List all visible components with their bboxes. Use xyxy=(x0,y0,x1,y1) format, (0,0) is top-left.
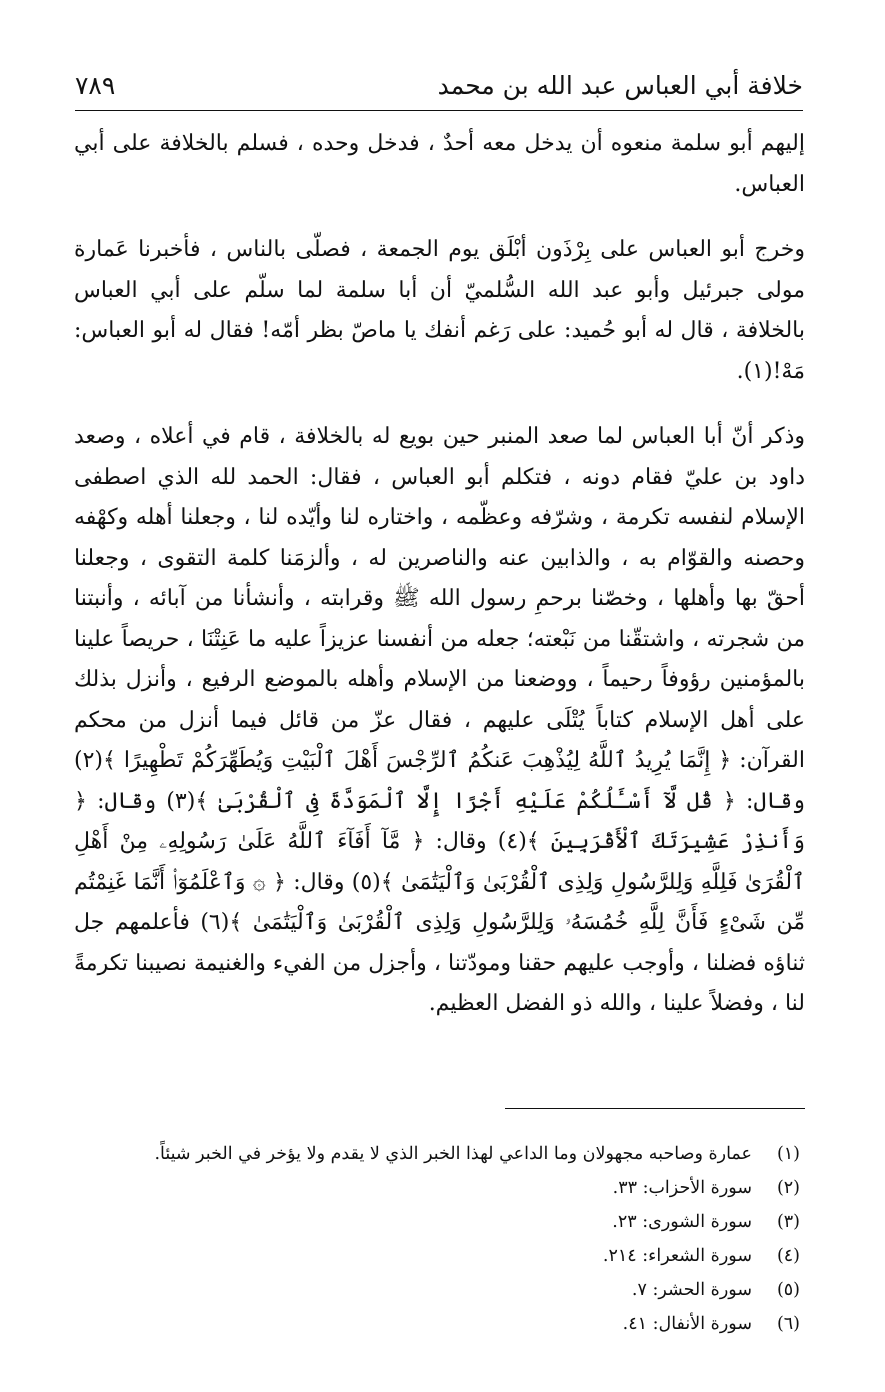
footnote-text: سورة الأحزاب: ٣٣. xyxy=(612,1178,752,1198)
footnote xyxy=(74,1273,800,1307)
footnote-text: سورة الشورى: ٢٣. xyxy=(612,1212,752,1232)
page-number: ٧٨٩ xyxy=(75,71,116,100)
footnote-divider xyxy=(505,1108,805,1109)
footnote xyxy=(74,1307,800,1341)
footnote-number: (١) xyxy=(776,1144,800,1164)
paragraph: وخرج أبو العباس على بِرْذَون أبْلَق يوم الجمعة ، فصلّى بالناس ، فأخبرنا عَمارة مولى جبرئيل وأبو عبد الله السُّلميّ أن أبا سلمة لما سلّم على أبي العباس بالخلافة ، قال له أبو حُميد: على رَغم أنفك يا ماصّ بظر أمّه! فقال له أبو العباس: مَهْ!(١). xyxy=(74,237,805,384)
footnote-number: (٤) xyxy=(776,1246,800,1266)
page-header xyxy=(75,62,803,111)
footnote-text: سورة الأنفال: ٤١. xyxy=(622,1314,752,1334)
footnote-number: (٥) xyxy=(776,1280,800,1300)
main-text xyxy=(74,124,805,1025)
footnote xyxy=(74,1137,800,1171)
footnote-text: عمارة وصاحبه مجهولان وما الداعي لهذا الخبر الذي لا يقدم ولا يؤخر في الخبر شيئاً. xyxy=(154,1144,752,1164)
footnotes xyxy=(74,1137,800,1341)
footnote-number: (٦) xyxy=(776,1314,800,1334)
footnote-number: (٢) xyxy=(776,1178,800,1198)
footnote xyxy=(74,1205,800,1239)
footnote-number: (٣) xyxy=(776,1212,800,1232)
footnote-text: سورة الشعراء: ٢١٤. xyxy=(602,1246,752,1266)
paragraph: وذكر أنّ أبا العباس لما صعد المنبر حين بويع له بالخلافة ، قام في أعلاه ، وصعد داود بن عليّ فقام دونه ، فتكلم أبو العباس ، فقال: الحمد لله الذي اصطفى الإسلام لنفسه تكرمة ، وشرّفه وعظّمه ، واختاره لنا وأيّده لنا ، وجعلنا أهله وكهْفه وحصنه والقوّام به ، والذابين عنه والناصرين له ، وألزمَنا كلمة التقوى ، وجعلنا أحقّ بها وأهلها ، وخصّنا برحمِ رسول الله ﷺ وقرابته ، وأنشأنا من آبائه ، وأنبتنا من شجرته ، واشتقّنا من نَبْعته؛ جعله من أنفسنا عزيزاً عليه ما عَنِتْنَا ، حريصاً علينا بالمؤمنين رؤوفاً رحيماً ، ووضعنا من الإسلام وأهله بالموضع الرفيع ، وأنزل بذلك على أهل الإسلام كتاباً يُتْلَى عليهم ، فقال عزّ من قائل فيما أنزل من محكم القرآن: ﴿ إِنَّمَا يُرِيدُ ٱللَّهُ لِيُذْهِبَ عَنكُمُ ٱلرِّجْسَ أَهْلَ ٱلْبَيْتِ وَيُطَهِّرَكُمْ تَطْهِيرًا ﴾(٢) وقال: ﴿ قُل لَّآ أَسْـَٔلُكُمْ عَلَيْهِ أَجْرًا إِلَّا ٱلْمَوَدَّةَ فِى ٱلْقُرْبَىٰ ﴾(٣) وقال: ﴿ وَأَنذِرْ عَشِيرَتَكَ ٱلْأَقْرَبِينَ ﴾(٤) وقال: ﴿ مَّآ أَفَآءَ ٱللَّهُ عَلَىٰ رَسُولِهِۦ مِنْ أَهْلِ ٱلْقُرَىٰ فَلِلَّهِ وَلِلرَّسُولِ وَلِذِى ٱلْقُرْبَىٰ وَٱلْيَتَٰمَىٰ ﴾(٥) وقال: ﴿ ۞ وَٱعْلَمُوٓا۟ أَنَّمَا غَنِمْتُم مِّن شَىْءٍ فَأَنَّ لِلَّهِ خُمُسَهُۥ وَلِلرَّسُولِ وَلِذِى ٱلْقُرْبَىٰ وَٱلْيَتَٰمَىٰ ﴾(٦) فأعلمهم جل ثناؤه فضلنا ، وأوجب عليهم حقنا ومودّتنا ، وأجزل من الفيء والغنيمة نصيبنا تكرمةً لنا ، وفضلاً علينا ، والله ذو الفضل العظيم. xyxy=(74,424,806,1016)
running-title: خلافة أبي العباس عبد الله بن محمد xyxy=(437,71,803,100)
footnote xyxy=(74,1171,800,1205)
footnote xyxy=(74,1239,800,1273)
paragraph: إليهم أبو سلمة منعوه أن يدخل معه أحدٌ ، فدخل وحده ، فسلم بالخلافة على أبي العباس. xyxy=(74,131,805,197)
footnote-text: سورة الحشر: ٧. xyxy=(631,1280,752,1300)
